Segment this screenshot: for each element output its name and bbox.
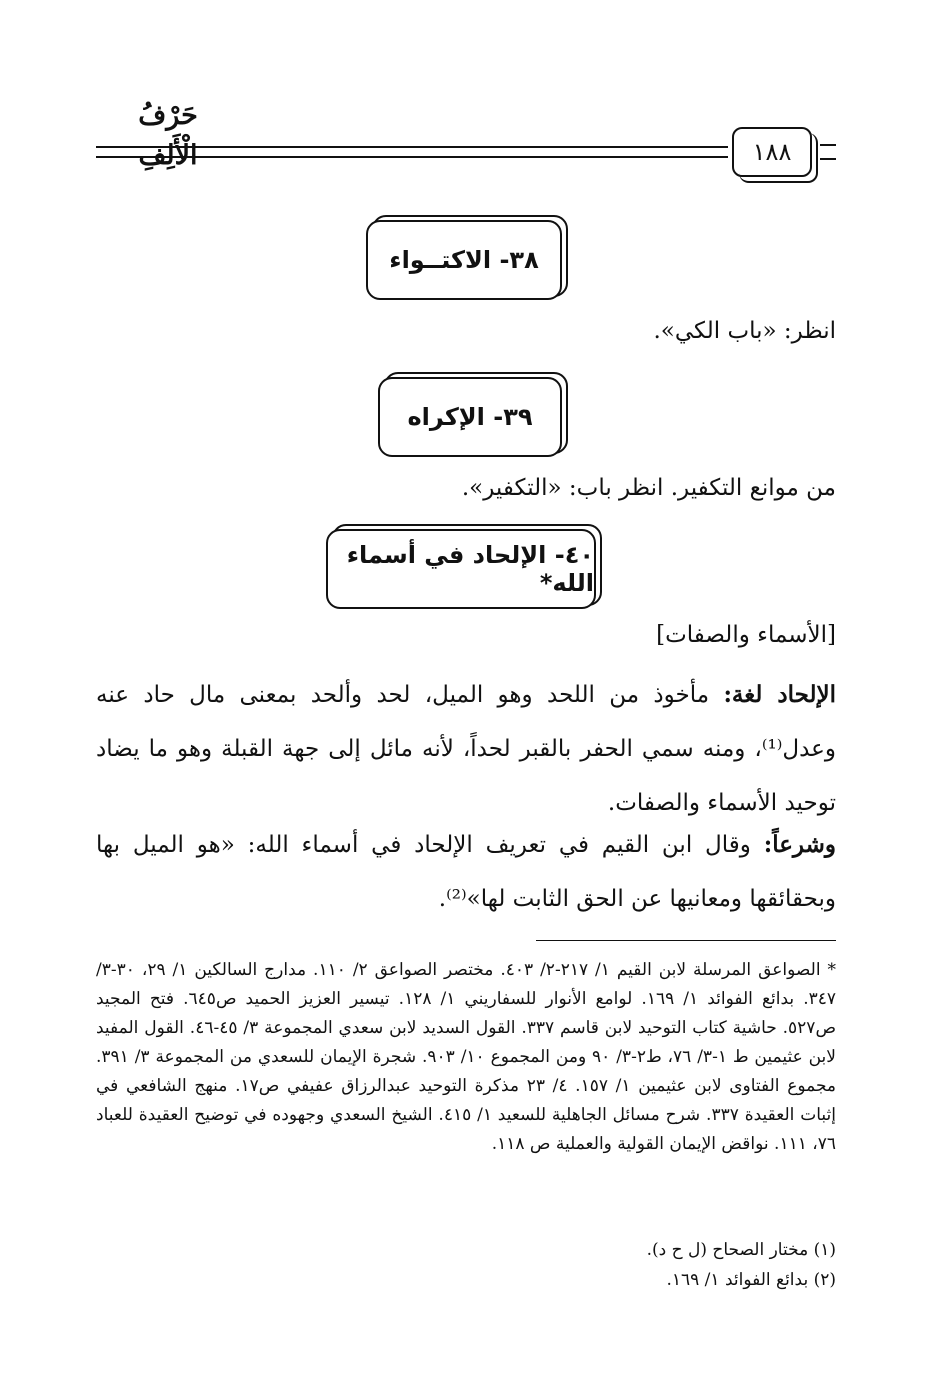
entry-38-title-box <box>366 220 562 300</box>
section-tag: [الأسماء والصفات] <box>656 622 836 648</box>
definition-paragraph-legal <box>96 818 836 926</box>
header-rule-bottom <box>96 156 728 158</box>
page-number-frame <box>732 127 812 177</box>
header-rule-top <box>96 146 728 148</box>
definition-text-legal: وقال ابن القيم في تعريف الإلحاد في أسماء الله: «هو الميل بها وبحقائقها ومعانيها عن الحق الثابت لها»⁽²⁾. <box>96 832 836 912</box>
entry-39-body: من موانع التكفير. انظر باب: «التكفير». <box>461 475 836 501</box>
definition-label-linguistic: الإلحاد لغة: <box>723 681 837 708</box>
definition-paragraph-linguistic <box>96 668 836 830</box>
definition-label-legal: وشرعاً: <box>763 831 836 858</box>
entry-39-title-box <box>378 377 562 457</box>
footnote-references: * الصواعق المرسلة لابن القيم ١/ ٢١٧-٢/ ٤٠٣. مختصر الصواعق ٢/ ١١٠. مدارج السالكين ١/ ٢٩، ٣٠-٣/ ٣٤٧. بدائع الفوائد ١/ ١٦٩. لوامع الأنوار للسفاريني ١/ ١٢٨. تيسير العزيز الحميد ص٦٤٥. فتح المجيد ص٥٢٧. حاشية كتاب التوحيد لابن قاسم ٣٣٧. القول السديد لابن سعدي المجموعة ٣/ ٤٥-٤٦. القول المفيد لابن عثيمين ط ١-٣/ ٧٦، ط٢-٣/ ٩٠ ومن المجموع ١٠/ ٩٠٣. شجرة الإيمان للسعدي من المجموعة ٣/ ٣٩١. مجموع الفتاوى لابن عثيمين ١/ ١٥٧. ٤/ ٢٣ مذكرة التوحيد عبدالرزاق عفيفي ص١٧. منهج الشافعي في إثبات العقيدة ٣٣٧. شرح مسائل الجاهلية للسعيد ١/ ٤١٥. الشيخ السعدي وجهوده في توضيح العقيدة للعباد ٧٦، ١١١. نواقض الإيمان القولية والعملية ص ١١٨. <box>96 960 837 1154</box>
footnote-2: (٢) بدائع الفوائد ١/ ١٦٩. <box>666 1270 836 1290</box>
definition-text-linguistic: مأخوذ من اللحد وهو الميل، لحد وألحد بمعنى مال حاد عنه وعدل⁽¹⁾، ومنه سمي الحفر بالقبر لحداً، لأنه مائل إلى جهة القبلة وهو ما يضاد توحيد الأسماء والصفات. <box>96 682 836 816</box>
chapter-title: حَرْفُ الْأَلِفِ <box>138 100 198 171</box>
page-number: ١٨٨ <box>752 138 792 166</box>
footnote-1: (١) مختار الصحاح (ل ح د). <box>646 1240 836 1260</box>
entry-40-title-box <box>326 529 596 609</box>
entry-39-title: ٣٩- الإكراه <box>407 403 533 431</box>
entry-40-title: ٤٠- الإلحاد في أسماء الله* <box>346 541 594 597</box>
header-rule-end-mark <box>820 144 836 160</box>
entry-38-title: ٣٨- الاكتــواء <box>389 246 539 274</box>
footnote-separator <box>536 940 836 941</box>
entry-38-body: انظر: «باب الكي». <box>653 318 836 344</box>
